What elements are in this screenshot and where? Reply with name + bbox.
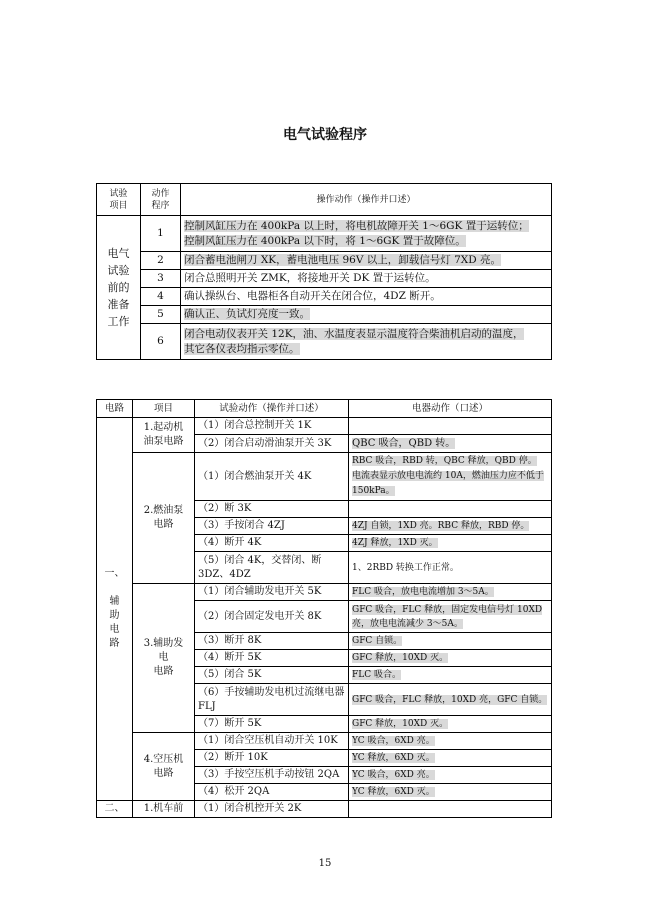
action-cell: （4）断开 5K	[195, 650, 349, 667]
item-text: 1.起动机 油泵电路	[143, 422, 184, 447]
result-cell	[349, 650, 552, 667]
result-cell	[349, 633, 552, 650]
section-label	[97, 418, 133, 801]
action-cell: （5）闭合 5K	[195, 667, 349, 684]
result-text: YC 吸合，6XD 亮。	[352, 770, 435, 780]
item-text: 2.燃油泵 电路	[143, 505, 184, 530]
step-number: 3	[141, 270, 181, 288]
item-text: 4.空压机 电路	[143, 753, 184, 779]
header-text: 操作动作（操作并口述）	[316, 194, 416, 205]
item-text: 3.辅助发 电 电路	[143, 638, 184, 677]
item-cell	[133, 418, 195, 453]
operation-line: 确认操纵台、电器柜各自动开关在闭合位，4DZ 断开。	[184, 290, 441, 302]
action-cell: （2）断开 10K	[195, 750, 349, 767]
action-cell: （3）断开 8K	[195, 633, 349, 650]
operation-cell	[181, 270, 552, 288]
action-cell: （7）断开 5K	[195, 716, 349, 733]
result-text: QBC 吸合，QBD 转。	[352, 437, 456, 449]
item-cell	[133, 733, 195, 801]
action-cell: （1）闭合空压机自动开关 10K	[195, 733, 349, 750]
section-label: 二、	[97, 801, 133, 818]
header-item	[97, 184, 141, 216]
preparation-table	[96, 183, 552, 360]
operation-cell	[181, 306, 552, 324]
result-cell	[349, 435, 552, 453]
result-cell: 1、2RBD 转换工作正常。	[349, 552, 552, 584]
circuit-test-table	[96, 399, 552, 818]
item-cell	[133, 453, 195, 584]
step-number: 6	[141, 324, 181, 360]
action-cell: （1）闭合辅助发电开关 5K	[195, 584, 349, 601]
result-cell	[349, 801, 552, 818]
result-text: FLC 吸合。	[352, 670, 401, 680]
result-cell	[349, 601, 552, 633]
header-circuit: 电路	[97, 400, 133, 418]
action-cell: （3）手按空压机手动按钮 2QA	[195, 767, 349, 784]
item-cell: 1.机车前	[133, 801, 195, 818]
result-cell	[349, 518, 552, 535]
result-text: 4ZJ 自锁，1XD 亮。RBC 释放，RBD 停。	[352, 521, 530, 531]
action-cell: （6）手按辅助发电机过流继电器 FLJ	[195, 684, 349, 716]
step-number: 2	[141, 252, 181, 270]
result-cell	[349, 784, 552, 801]
action-cell: （3）手按闭合 4ZJ	[195, 518, 349, 535]
result-text: YC 释放，6XD 灭。	[352, 753, 435, 763]
operation-line: 确认正、负试灯亮度一致。	[184, 308, 310, 320]
header-text: 试验 项目	[109, 188, 128, 211]
step-number: 1	[141, 216, 181, 252]
result-text: RBC 吸合，RBD 转，QBC 释放，QBD 停。 电流表显示放电电流约 10A，燃油压力应不低于 150kPa。	[352, 456, 544, 496]
section-label	[97, 216, 141, 360]
result-text: GFC 吸合，FLC 释放，10XD 亮，GFC 自锁。	[352, 694, 548, 705]
step-number: 4	[141, 288, 181, 306]
result-text: YC 吸合，6XD 亮。	[352, 736, 435, 746]
result-text: GFC 释放，10XD 灭。	[352, 653, 449, 663]
header-item: 项目	[133, 400, 195, 418]
result-cell	[349, 684, 552, 716]
result-cell	[349, 767, 552, 784]
operation-line: 其它各仪表均指示零位。	[184, 342, 300, 355]
action-cell: （2）断 3K	[195, 501, 349, 518]
operation-cell	[181, 324, 552, 360]
action-cell: （1）闭合燃油泵开关 4K	[195, 453, 349, 501]
action-cell: （1）闭合总控制开关 1K	[195, 418, 349, 435]
operation-line: 闭合总照明开关 ZMK，将接地开关 DK 置于运转位。	[184, 272, 436, 284]
operation-line: 控制风缸压力在 400kPa 以上时，将电机故障开关 1～6GK 置于运转位；	[184, 219, 529, 232]
result-cell	[349, 716, 552, 733]
action-cell: （2）闭合启动滑油泵开关 3K	[195, 435, 349, 453]
operation-cell	[181, 216, 552, 252]
result-text: GFC 自锁。	[352, 636, 403, 646]
action-cell: （1）闭合机控开关 2K	[195, 801, 349, 818]
result-cell	[349, 535, 552, 552]
result-cell	[349, 667, 552, 684]
action-cell: （4）松开 2QA	[195, 784, 349, 801]
result-cell	[349, 584, 552, 601]
section-text: 一、 辅 助 电 路	[104, 568, 125, 649]
step-number: 5	[141, 306, 181, 324]
operation-cell	[181, 252, 552, 270]
header-text: 动作 程序	[151, 188, 170, 211]
result-text: GFC 吸合，FLC 释放，固定发电信号灯 10XD 亮，放电电流减少 3～5A。	[352, 604, 543, 629]
result-cell	[349, 733, 552, 750]
result-text: 4ZJ 释放，1XD 灭。	[352, 538, 438, 548]
operation-line: 闭合蓄电池闸刀 XK，蓄电池电压 96V 以上，卸载信号灯 7XD 亮。	[184, 254, 502, 266]
item-cell	[133, 584, 195, 733]
action-cell: （2）闭合固定发电开关 8K	[195, 601, 349, 633]
header-operation	[181, 184, 552, 216]
header-step	[141, 184, 181, 216]
result-cell	[349, 453, 552, 501]
result-text: FLC 吸合，放电电流增加 3～5A。	[352, 587, 494, 597]
action-cell: （4）断开 4K	[195, 535, 349, 552]
header-result: 电器动作（口述）	[349, 400, 552, 418]
result-text: GFC 释放，10XD 灭。	[352, 719, 449, 729]
action-cell: （5）闭合 4K，交替闭、断 3DZ、4DZ	[195, 552, 349, 584]
operation-line: 控制风缸压力在 400kPa 以下时，将 1～6GK 置于故障位。	[184, 234, 466, 247]
operation-cell	[181, 288, 552, 306]
result-cell	[349, 750, 552, 767]
page-number: 15	[318, 858, 332, 869]
result-text: YC 释放，6XD 灭。	[352, 787, 435, 797]
result-cell	[349, 501, 552, 518]
section-text: 电气 试验 前的 准备 工作	[107, 247, 130, 328]
header-action: 试验动作（操作并口述）	[195, 400, 349, 418]
page-title: 电气试验程序	[283, 127, 367, 143]
result-cell	[349, 418, 552, 435]
operation-line: 闭合电动仪表开关 12K，油、水温度表显示温度符合柴油机启动的温度，	[184, 327, 524, 340]
